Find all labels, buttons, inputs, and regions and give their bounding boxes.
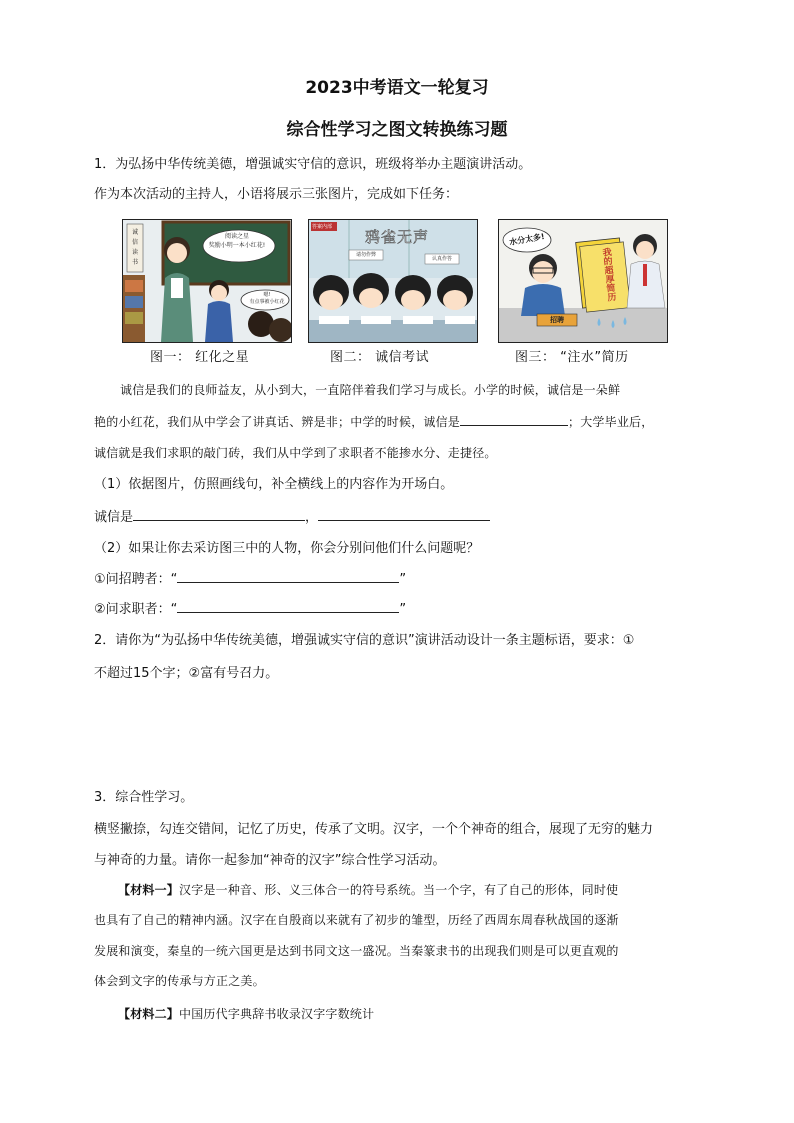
- task-1-prefix: 诚信是: [94, 510, 134, 525]
- task-1-comma: ，: [305, 510, 319, 525]
- passage-line-3: 诚信就是我们求职的敲门砖，我们从中学到了求职者不能掺水分、走捷径。: [94, 446, 497, 460]
- task-2: （2）如果让你去采访图三中的人物，你会分别问他们什么问题呢？: [94, 541, 480, 556]
- ask-employer-label: ①问招聘者：“: [94, 572, 178, 587]
- passage-blank[interactable]: [460, 413, 568, 426]
- ask-employer-close: ”: [399, 572, 407, 587]
- q3-stem: 3．综合性学习。: [94, 790, 194, 805]
- q3-line-2: 与神奇的力量。请你一起参加“神奇的汉字”综合性学习活动。: [94, 853, 446, 868]
- task-1-blank-1[interactable]: [133, 508, 305, 521]
- page-title: 2023中考语文一轮复习: [305, 78, 489, 98]
- svg-text:诚: 诚: [131, 229, 139, 236]
- ask-seeker-label: ②问求职者：“: [94, 602, 178, 617]
- fig2-sign-2: 认真作答: [431, 256, 452, 262]
- task-1-answer-line: [94, 506, 490, 525]
- fig1-speech-2: 有点事被小红花: [249, 299, 285, 305]
- svg-text:书: 书: [131, 259, 139, 266]
- page-subtitle: 综合性学习之图文转换练习题: [286, 120, 508, 140]
- figure-1-classroom: [122, 219, 292, 343]
- figure-1-caption: 图一： 红化之星: [150, 350, 250, 365]
- material-1-label: 【材料一】: [118, 883, 180, 897]
- ask-employer-line: [94, 568, 406, 587]
- passage-line-2: [94, 413, 653, 430]
- svg-text:信: 信: [131, 239, 139, 246]
- task-1: （1）依据图片，仿照画线句，补全横线上的内容作为开场白。: [94, 477, 454, 492]
- material-1-line-2: 也具有了自己的精神内涵。汉字在自殷商以来就有了初步的雏型，历经了西周东周春秋战国的逐渐: [94, 913, 619, 927]
- passage-line-1: 诚信是我们的良师益友，从小到大，一直陪伴着我们学习与成长。小学的时候，诚信是一朵鲜: [120, 383, 621, 397]
- figure-3-resume: [498, 219, 668, 343]
- fig2-corner-tag: 答案内部: [312, 224, 333, 230]
- material-1-text-1: 汉字是一种音、形、义三体合一的符号系统。当一个字，有了自己的形体，同时使: [179, 883, 619, 897]
- ask-seeker-close: ”: [399, 602, 407, 617]
- fig1-bubble-line-1: 阅读之星: [224, 233, 249, 240]
- passage-line-2a: 艳的小红花，我们从中学会了讲真话、辨是非；中学的时候，诚信是: [94, 415, 461, 429]
- figure-2-caption: 图二： 诚信考试: [330, 350, 430, 365]
- fig1-small-bubble: [247, 292, 287, 306]
- fig3-bubble: 水分太多!: [508, 231, 546, 248]
- q1-stem: 1．为弘扬中华传统美德，增强诚实守信的意识，班级将举办主题演讲活动。: [94, 157, 532, 172]
- svg-text:读: 读: [131, 249, 139, 256]
- task-1-blank-2[interactable]: [318, 508, 490, 521]
- material-1-line-3: 发展和演变，秦皇的一统六国更是达到书同文这一盛况。当秦篆隶书的出现我们则是可以更直观的: [94, 944, 619, 958]
- material-1-line-4: 体会到文字的传承与方正之美。: [94, 974, 265, 988]
- ask-employer-blank[interactable]: [177, 570, 399, 583]
- material-2-label: 【材料二】: [118, 1007, 180, 1021]
- figure-2-exam: [308, 219, 478, 343]
- material-2-text: 中国历代字典辞书收录汉字字数统计: [179, 1007, 375, 1021]
- fig2-sign-1: 请勿作弊: [355, 252, 376, 258]
- material-2-line: [118, 1005, 374, 1022]
- q2-line-1: 2．请你为“为弘扬中华传统美德，增强诚实守信的意识”演讲活动设计一条主题标语，要求：①: [94, 633, 635, 648]
- ask-seeker-blank[interactable]: [177, 600, 399, 613]
- fig3-resume-text: 我的超厚简历: [600, 247, 616, 302]
- q3-line-1: 横竖撇捺，勾连交错间，记忆了历史，传承了文明。汉字，一个个神奇的组合，展现了无穷的魅力: [94, 822, 654, 837]
- fig1-bubble: [205, 232, 269, 250]
- passage-line-2b: ；大学毕业后，: [568, 415, 654, 429]
- fig1-speech: 嗯!: [263, 292, 271, 298]
- material-1-line-1: [118, 881, 618, 898]
- fig3-sign: 招聘: [550, 316, 564, 324]
- fig1-bubble-line-2: 奖励小明一本小红花!: [208, 242, 266, 249]
- q1-intro: 作为本次活动的主持人，小语将展示三张图片，完成如下任务：: [94, 187, 459, 202]
- figure-3-caption: 图三： “注水”简历: [515, 350, 629, 365]
- ask-seeker-line: [94, 598, 406, 617]
- q2-line-2: 不超过15个字；②富有号召力。: [94, 666, 279, 681]
- fig2-top-text: 鸦雀无声: [364, 228, 429, 246]
